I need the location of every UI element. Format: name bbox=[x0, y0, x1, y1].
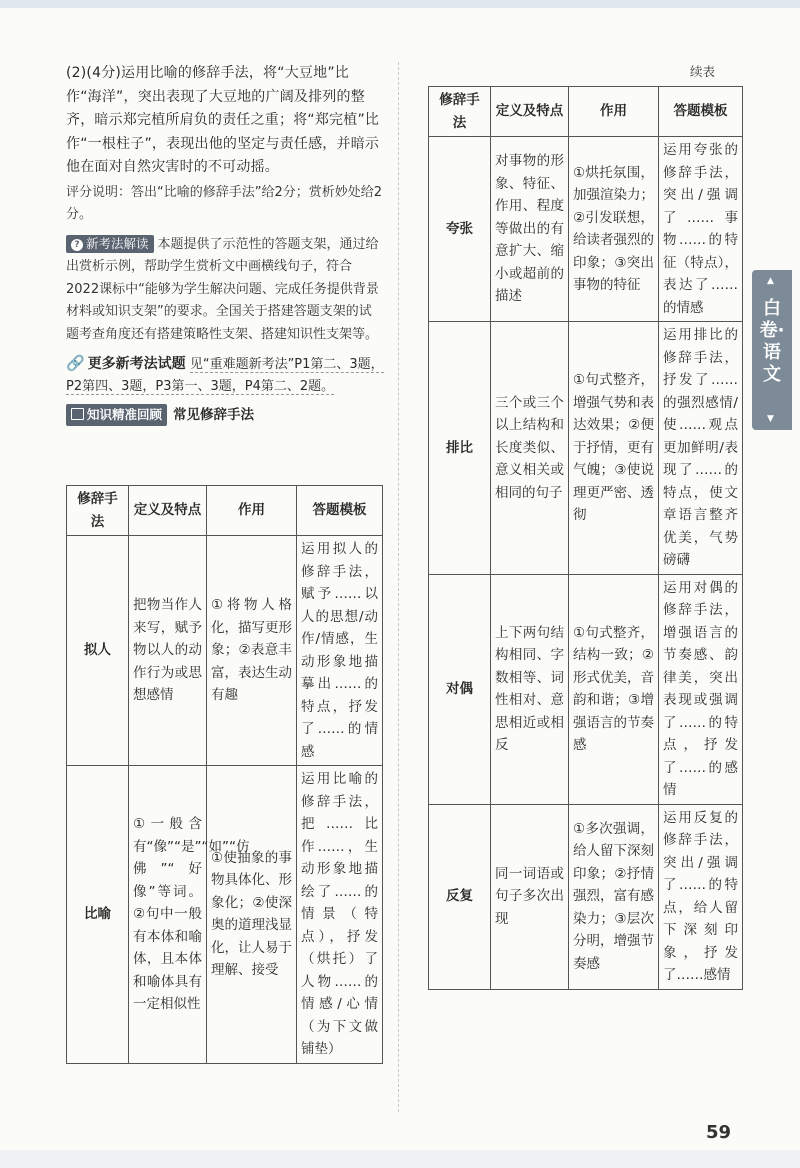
side-tab bbox=[752, 270, 792, 430]
top-band bbox=[0, 0, 800, 8]
table-row bbox=[67, 536, 383, 766]
rhetoric-table-left bbox=[66, 485, 383, 1064]
header-effect: 作用 bbox=[207, 486, 297, 536]
row-effect: ①将物人格化，描写更形象；②表意丰富，表达生动有趣 bbox=[207, 536, 297, 766]
row-template: 运用比喻的修辞手法，把……比作……，生动形象地描绘了……的情景（特点），抒发（烘托）了人物……的情感/心情（为下文做铺垫） bbox=[297, 766, 383, 1064]
column-divider bbox=[398, 62, 400, 1112]
row-template: 运用对偶的修辞手法，增强语言的节奏感、韵律美，突出表现或强调了……的特点，抒发了……的感情 bbox=[659, 574, 743, 804]
table-row bbox=[67, 766, 383, 1064]
row-def: 上下两句结构相同、字数相等、词性相对、意思相近或相反 bbox=[491, 574, 569, 804]
row-def: 把物当作人来写，赋予物以人的动作行为或思想感情 bbox=[129, 536, 207, 766]
row-def: 同一词语或句子多次出现 bbox=[491, 804, 569, 989]
row-name: 比喻 bbox=[67, 766, 129, 1064]
more-text: 见“重难题新考法”P1第二、3题，P2第四、3题，P3第一、3题，P4第二、2题。 bbox=[66, 357, 384, 394]
bottom-band bbox=[0, 1150, 800, 1168]
more-questions bbox=[66, 352, 384, 398]
header-effect: 作用 bbox=[569, 87, 659, 137]
row-effect: ①句式整齐，增强气势和表达效果；②便于抒情，更有气魄；③使说理更严密、透彻 bbox=[569, 322, 659, 575]
link-icon: 🔗 bbox=[66, 354, 85, 372]
recap-heading bbox=[66, 404, 384, 426]
table-row bbox=[429, 322, 743, 575]
row-name: 对偶 bbox=[429, 574, 491, 804]
header-definition: 定义及特点 bbox=[491, 87, 569, 137]
row-template: 运用拟人的修辞手法，赋予……以人的思想/动作/情感，生动形象地描摹出……的特点，抒发了……的情感 bbox=[297, 536, 383, 766]
header-technique: 修辞手法 bbox=[67, 486, 129, 536]
row-effect: ①烘托氛围，加强渲染力；②引发联想，给读者强烈的印象；③突出事物的特征 bbox=[569, 137, 659, 322]
answer-text: (2)(4分)运用比喻的修辞手法，将“大豆地”比作“海洋”，突出表现了大豆地的广阔及排列的整齐，暗示郑完植所肩负的责任之重；将“郑完植”比作“一根柱子”，表现出他的坚定与责任感，并暗示他在面对自然灾害时的不可动摇。 bbox=[66, 65, 380, 175]
row-name: 反复 bbox=[429, 804, 491, 989]
row-effect: ①使抽象的事物具体化、形象化；②使深奥的道理浅显化，让人易于理解、接受 bbox=[207, 766, 297, 1064]
row-name: 拟人 bbox=[67, 536, 129, 766]
header-template: 答题模板 bbox=[297, 486, 383, 536]
book-icon bbox=[71, 408, 84, 420]
table-header-row bbox=[429, 87, 743, 137]
row-def: 三个或三个以上结构和长度类似、意义相关或相同的句子 bbox=[491, 322, 569, 575]
row-template: 运用排比的修辞手法，抒发了……的强烈感情/使……观点更加鲜明/表现了……的特点，使文章语言整齐优美，气势磅礴 bbox=[659, 322, 743, 575]
rhetoric-table-right bbox=[428, 86, 743, 990]
table-header-row bbox=[67, 486, 383, 536]
row-effect: ①多次强调，给人留下深刻印象；②抒情强烈，富有感染力；③层次分明，增强节奏感 bbox=[569, 804, 659, 989]
scoring-note: 评分说明：答出“比喻的修辞手法”给2分；赏析妙处给2分。 bbox=[66, 184, 383, 222]
row-def: 对事物的形象、特征、作用、程度等做出的有意扩大、缩小或超前的描述 bbox=[491, 137, 569, 322]
row-def: ①一般含有“像”“是”“如”“仿佛”“好像”等词。②句中一般有本体和喻体，且本体和喻体具有一定相似性 bbox=[129, 766, 207, 1064]
header-definition: 定义及特点 bbox=[129, 486, 207, 536]
recap-tag: 知识精准回顾 bbox=[66, 404, 167, 426]
continued-label: 续表 bbox=[690, 64, 716, 79]
table-row bbox=[429, 804, 743, 989]
row-name: 夸张 bbox=[429, 137, 491, 322]
interpretation-text: 本题提供了示范性的答题支架，通过给出赏析示例，帮助学生赏析文中画横线句子，符合2022课标中“能够为学生解决问题、完成任务提供背景材料或知识支架”的要求。全国关于搭建答题支架的试题考查角度还有搭建策略性支架、搭建知识性支架等。 bbox=[66, 236, 379, 342]
caret-down-icon: ▼ bbox=[767, 414, 774, 424]
recap-title: 常见修辞手法 bbox=[173, 407, 255, 423]
table-row bbox=[429, 574, 743, 804]
interpretation bbox=[66, 234, 384, 347]
row-effect: ①句式整齐，结构一致；②形式优美，音韵和谐；③增强语言的节奏感 bbox=[569, 574, 659, 804]
left-column bbox=[66, 62, 384, 426]
row-template: 运用夸张的修辞手法，突出/强调了……事物……的特征（特点），表达了……的情感 bbox=[659, 137, 743, 322]
row-name: 排比 bbox=[429, 322, 491, 575]
table-row bbox=[429, 137, 743, 322]
side-tab-label: 白卷·语文 bbox=[759, 298, 785, 385]
bulb-icon: ? bbox=[71, 239, 83, 251]
caret-up-icon: ▲ bbox=[767, 276, 774, 286]
more-title: 更多新考法试题 bbox=[87, 356, 186, 372]
header-template: 答题模板 bbox=[659, 87, 743, 137]
header-technique: 修辞手法 bbox=[429, 87, 491, 137]
row-template: 运用反复的修辞手法，突出/强调了……的特点，给人留下深刻印象，抒发了……感情 bbox=[659, 804, 743, 989]
interpretation-badge: ? 新考法解读 bbox=[66, 235, 154, 253]
page-number: 59 bbox=[706, 1122, 732, 1143]
